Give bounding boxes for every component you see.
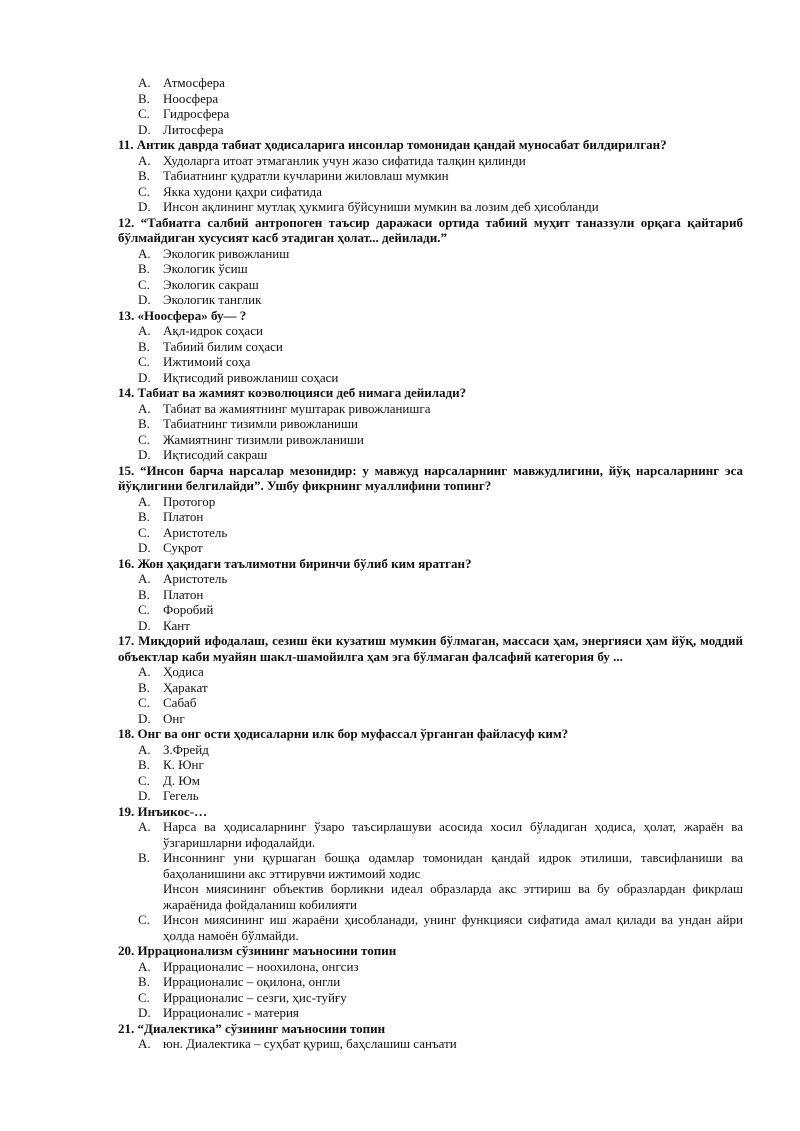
answer-option bbox=[0, 416, 800, 432]
answer-option bbox=[0, 912, 800, 943]
option-letter: A. bbox=[138, 152, 151, 168]
answer-option bbox=[0, 509, 800, 525]
option-text: Экологик ўсиш bbox=[163, 261, 248, 276]
option-letter: A. bbox=[138, 819, 151, 834]
option-text: Д. Юм bbox=[163, 772, 200, 788]
option-text: Суқрот bbox=[163, 540, 203, 555]
option-text: Онг bbox=[163, 710, 185, 726]
option-text: Иррационалис – сезги, ҳис-туйғу bbox=[163, 989, 347, 1005]
answer-option bbox=[0, 184, 800, 200]
question-text: 12. “Табиатга салбий антропоген таъсир даражаси ортида табиий муҳит таназзули орқага қайтариб бўлмайдиган хусусият касб этадиган ҳолат... дейилади.” bbox=[118, 214, 743, 245]
answer-option bbox=[0, 1036, 800, 1052]
option-letter: D. bbox=[138, 121, 151, 137]
option-letter: A. bbox=[138, 1036, 151, 1051]
question-list bbox=[0, 75, 800, 1052]
option-letter: D. bbox=[138, 1005, 151, 1020]
answer-option bbox=[0, 819, 800, 850]
answer-option bbox=[0, 75, 800, 91]
answer-option bbox=[0, 850, 800, 881]
answer-option bbox=[0, 339, 800, 355]
answer-option bbox=[0, 447, 800, 463]
option-text: Ноосфера bbox=[163, 90, 219, 106]
answer-option bbox=[0, 1005, 800, 1021]
option-letter: D. bbox=[138, 540, 151, 555]
answer-option bbox=[0, 664, 800, 680]
answer-option bbox=[0, 788, 800, 804]
option-text: Ҳодиса bbox=[163, 664, 204, 679]
answer-option bbox=[0, 587, 800, 603]
option-letter: C. bbox=[138, 602, 150, 617]
answer-option bbox=[0, 370, 800, 386]
answer-option bbox=[0, 711, 800, 727]
question-text: 13. «Ноосфера» бу— ? bbox=[118, 307, 247, 323]
question-text: 18. Онг ва онг ости ҳодисаларни илк бор муфассал ўрганган файласуф ким? bbox=[118, 726, 569, 741]
question-text: 14. Табиат ва жамият коэволюцияси деб нимага дейилади? bbox=[118, 385, 467, 400]
answer-option bbox=[0, 106, 800, 122]
answer-option bbox=[0, 680, 800, 696]
option-letter: D. bbox=[138, 617, 151, 633]
answer-option bbox=[0, 277, 800, 293]
answer-option bbox=[0, 432, 800, 448]
option-letter: A. bbox=[138, 571, 151, 586]
option-letter: A. bbox=[138, 664, 151, 679]
question-text: 15. “Инсон барча нарсалар мезонидир: у мавжуд нарсаларнинг мавжудлигини, йўқ нарсаларнинг эса йўқлигини белгилайди”. Ушбу фикрнинг муаллифини топинг? bbox=[118, 462, 743, 493]
option-letter: C. bbox=[138, 276, 150, 292]
option-text: Инсон ақлининг мутлақ ҳукмига бўйсуниши мумкин ва лозим деб ҳисобланди bbox=[163, 199, 599, 214]
option-letter: C. bbox=[138, 695, 150, 710]
option-text: Кант bbox=[163, 617, 190, 633]
option-letter: A. bbox=[138, 323, 151, 338]
option-letter: B. bbox=[138, 586, 150, 602]
option-letter: D. bbox=[138, 447, 151, 462]
answer-option bbox=[0, 990, 800, 1006]
answer-option bbox=[0, 122, 800, 138]
option-text: К. Юнг bbox=[163, 757, 204, 772]
option-text: Иррационалис – ноохилона, онгсиз bbox=[163, 958, 359, 974]
answer-option bbox=[0, 742, 800, 758]
answer-option bbox=[0, 292, 800, 308]
answer-option bbox=[0, 602, 800, 618]
option-text: Ҳаракат bbox=[163, 679, 208, 695]
option-text: Нарса ва ҳодисаларнинг ўзаро таъсирлашуви асосида хосил бўладиган ҳодиса, ҳолат, жараён ва ўзгаришларни ифодалайди. bbox=[163, 819, 743, 850]
option-text: Литосфера bbox=[163, 121, 224, 137]
option-letter: B. bbox=[138, 261, 150, 276]
option-letter: B. bbox=[138, 850, 150, 865]
option-letter: A. bbox=[138, 400, 151, 416]
option-text: Табиатнинг тизимли ривожланиши bbox=[163, 416, 358, 431]
answer-option bbox=[0, 246, 800, 262]
answer-option bbox=[0, 571, 800, 587]
option-text: Табиий билим соҳаси bbox=[163, 338, 283, 354]
question-text: 17. Миқдорий ифодалаш, сезиш ёки кузатиш мумкин бўлмаган, массаси ҳам, энергияси ҳам йўқ, моддий объектлар каби муайян шакл-шамойилга ҳам эга бўлмаган фалсафий категория бу ... bbox=[118, 633, 743, 664]
option-text: Протогор bbox=[163, 493, 216, 509]
option-letter: B. bbox=[138, 90, 150, 106]
answer-option bbox=[0, 168, 800, 184]
answer-option bbox=[0, 494, 800, 510]
option-letter: A. bbox=[138, 741, 151, 757]
option-text: Гегель bbox=[163, 788, 199, 803]
question-text: 16. Жон ҳақидаги таълимотни биринчи бўлиб ким яратган? bbox=[118, 555, 472, 571]
answer-option bbox=[0, 153, 800, 169]
answer-option bbox=[0, 618, 800, 634]
option-text: Платон bbox=[163, 509, 204, 524]
option-text: Ақл-идрок соҳаси bbox=[163, 323, 263, 338]
option-letter: B. bbox=[138, 974, 150, 989]
answer-option bbox=[0, 401, 800, 417]
answer-option bbox=[0, 695, 800, 711]
option-letter: D. bbox=[138, 292, 151, 307]
option-text: Жамиятнинг тизимли ривожланиши bbox=[163, 431, 364, 447]
option-letter: B. bbox=[138, 416, 150, 431]
option-letter: D. bbox=[138, 788, 151, 803]
option-text: Иррационалис - материя bbox=[163, 1005, 299, 1020]
option-text: З.Фрейд bbox=[163, 741, 209, 757]
answer-option bbox=[0, 773, 800, 789]
option-letter: A. bbox=[138, 958, 151, 974]
option-text: Инсоннинг уни қуршаган бошқа одамлар томонидан қандай идрок этилиши, тавсифланиши ва баҳоланишини акс эттирувчи ижтимоий ходис bbox=[163, 850, 743, 881]
question-text: 11. Антик даврда табиат ҳодисаларига инсонлар томонидан қандай муносабат билдирилган? bbox=[118, 137, 667, 152]
option-letter: A. bbox=[138, 75, 151, 90]
answer-option bbox=[0, 261, 800, 277]
answer-option bbox=[0, 199, 800, 215]
answer-option bbox=[0, 91, 800, 107]
option-letter: C. bbox=[138, 772, 150, 788]
option-text: Гидросфера bbox=[163, 106, 230, 121]
question-text: 20. Иррационализм сўзининг маъносини топин bbox=[118, 943, 397, 958]
option-text: Худоларга итоат этмаганлик учун жазо сифатида талқин қилинди bbox=[163, 152, 526, 168]
option-text: Платон bbox=[163, 586, 204, 602]
option-letter: B. bbox=[138, 757, 150, 772]
question-text: 21. “Диалектика” сўзининг маъносини топин bbox=[118, 1020, 386, 1036]
option-text: Аристотель bbox=[163, 571, 228, 586]
answer-option bbox=[0, 974, 800, 990]
question-text: 19. Инъикос-… bbox=[118, 803, 208, 819]
option-text: Экологик ривожланиш bbox=[163, 245, 290, 261]
option-letter: A. bbox=[138, 493, 151, 509]
option-letter: D. bbox=[138, 710, 151, 726]
option-text: юн. Диалектика – суҳбат қуриш, баҳслашиш санъати bbox=[163, 1036, 457, 1051]
option-letter: B. bbox=[138, 338, 150, 354]
option-text: Ижтимоий соҳа bbox=[163, 354, 251, 369]
option-letter: C. bbox=[138, 106, 150, 121]
option-letter: D. bbox=[138, 199, 151, 214]
option-letter: B. bbox=[138, 168, 150, 183]
option-letter: C. bbox=[138, 989, 150, 1005]
answer-option bbox=[0, 540, 800, 556]
option-text: Табиатнинг қудратли кучларини жиловлаш мумкин bbox=[163, 168, 449, 183]
option-text: Аристотель bbox=[163, 524, 228, 540]
option-continuation-text: Инсон миясининг объектив борликни идеал образларда акс эттириш ва бу образлардан фикрлаш жараёнида фойдаланиш кобилияти bbox=[163, 881, 743, 912]
option-letter: C. bbox=[138, 354, 150, 369]
option-letter: A. bbox=[138, 245, 151, 261]
option-text: Якка худони қаҳри сифатида bbox=[163, 183, 322, 199]
option-letter: D. bbox=[138, 369, 151, 385]
answer-option bbox=[0, 354, 800, 370]
option-letter: C. bbox=[138, 431, 150, 447]
answer-option bbox=[0, 323, 800, 339]
option-text: Табиат ва жамиятнинг муштарак ривожланишга bbox=[163, 400, 431, 416]
option-letter: B. bbox=[138, 509, 150, 524]
option-letter: B. bbox=[138, 679, 150, 695]
option-text: Иқтисодий ривожланиш соҳаси bbox=[163, 369, 339, 385]
option-text: Экологик танглик bbox=[163, 292, 262, 307]
answer-option bbox=[0, 959, 800, 975]
option-text: Атмосфера bbox=[163, 75, 225, 90]
option-text: Форобий bbox=[163, 602, 214, 617]
option-letter: C. bbox=[138, 524, 150, 540]
option-text: Сабаб bbox=[163, 695, 197, 710]
option-letter: C. bbox=[138, 183, 150, 199]
option-text: Инсон миясининг иш жараёни ҳисобланади, унинг функцияси сифатида амал қилади ва ундан айри ҳолда намоён бўлмайди. bbox=[163, 912, 743, 943]
option-text: Иррационалис – оқилона, онгли bbox=[163, 974, 341, 989]
answer-option bbox=[0, 757, 800, 773]
option-text: Иқтисодий сакраш bbox=[163, 447, 268, 462]
answer-option bbox=[0, 525, 800, 541]
option-letter: C. bbox=[138, 912, 150, 927]
option-text: Экологик сакраш bbox=[163, 276, 259, 292]
